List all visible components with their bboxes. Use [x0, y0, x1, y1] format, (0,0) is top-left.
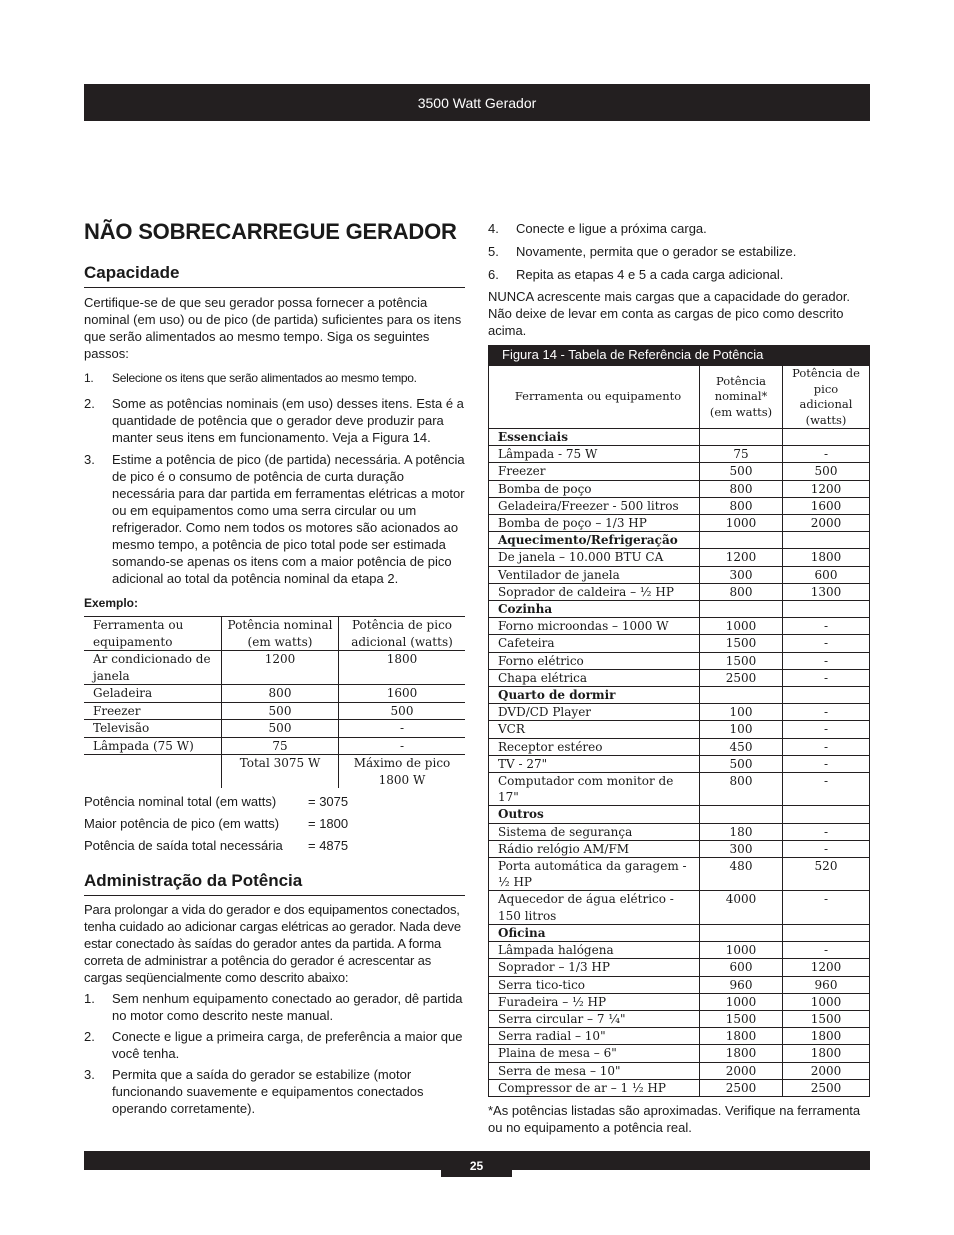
table-row: Geladeira 800 1600: [84, 685, 465, 703]
step-item: 6. Repita as etapas 4 e 5 a cada carga adicional.: [488, 267, 784, 282]
step-item: 3. Estime a potência de pico (de partida) necessária. A potência de pico é o consumo de potência de curta duração necessária para dar partida em ferramentas elétricas a motor ou em equipamentos como uma serra circular ou um refrigerador. Como nem todos os motores são acionados ao mesmo tempo, a potência de pico total pode ser estimada somando-se apenas os itens com a maior potência de pico adicional ao total da potência nominal da etapa 2.: [84, 452, 465, 586]
category-row: Essenciais: [489, 429, 870, 446]
table-row: Ventilador de janela 300 600: [489, 566, 870, 583]
category-row: Aquecimento/Refrigeração: [489, 532, 870, 549]
table-row: Receptor estéreo 450 -: [489, 738, 870, 755]
table-row: Cafeteira 1500 -: [489, 635, 870, 652]
table-row: Lâmpada (75 W) 75 -: [84, 737, 465, 755]
power-reference-table: [488, 365, 870, 1097]
header-bar: [84, 84, 870, 121]
capacidade-intro: Certifique-se de que seu gerador possa fornecer a potência nominal (em uso) ou de pico (de partida) suficientes para os itens que serão alimentados ao mesmo tempo. Siga os seguintes passos:: [84, 295, 462, 361]
category-row: Outros: [489, 806, 870, 823]
figure-title: Figura 14 - Tabela de Referência de Potência: [488, 345, 870, 365]
footnote: *As potências listadas são aproximadas. Verifique na ferramenta ou no equipamento a potência real.: [488, 1102, 861, 1135]
step-item: 4. Conecte e ligue a próxima carga.: [488, 221, 707, 236]
example-label: Exemplo:: [84, 596, 139, 610]
table-row: Serra circular – 7 ¼" 1500 1500: [489, 1010, 870, 1027]
category-row: Oficina: [489, 924, 870, 941]
right-column: [488, 218, 870, 1136]
table-row: Computador com monitor de 17" 800 -: [489, 773, 870, 806]
step-item: 3. Permita que a saída do gerador se estabilize (motor funcionando suavemente e equipamentos conectados operando corretamente).: [84, 1067, 424, 1116]
table-total-row: Total 3075 W Máximo de pico 1800 W: [84, 755, 465, 789]
table-row: Aquecedor de água elétrico - 150 litros 4000 -: [489, 891, 870, 924]
table-row: Lâmpada halógena 1000 -: [489, 942, 870, 959]
table-row: Rádio relógio AM/FM 300 -: [489, 840, 870, 857]
table-row: DVD/CD Player 100 -: [489, 704, 870, 721]
table-row: De janela – 10.000 BTU CA 1200 1800: [489, 549, 870, 566]
table-row: Bomba de poço – 1/3 HP 1000 2000: [489, 515, 870, 532]
step-item: 1. Selecione os itens que serão alimentados ao mesmo tempo.: [84, 371, 417, 385]
left-column: [84, 218, 465, 1117]
step-item: 1. Sem nenhum equipamento conectado ao gerador, dê partida no motor como descrito neste manual.: [84, 991, 463, 1023]
table-row: Lâmpada - 75 W 75 -: [489, 446, 870, 463]
table-header-row: Ferramenta ou equipamento Potência nominal* (em watts) Potência de pico adicional (watts): [489, 366, 870, 429]
summary-row: Potência nominal total (em watts) = 3075: [84, 793, 349, 809]
table-row: Chapa elétrica 2500 -: [489, 669, 870, 686]
capacidade-steps: [84, 370, 465, 587]
step-item: 2. Some as potências nominais (em uso) desses itens. Esta é a quantidade de potência que o gerador deve produzir para manter seus itens em funcionamento. Veja a Figura 14.: [84, 396, 464, 445]
summary-row: Maior potência de pico (em watts) = 1800: [84, 815, 349, 831]
table-row: Geladeira/Freezer - 500 litros 800 1600: [489, 497, 870, 514]
administracao-steps-continued: [488, 220, 870, 283]
step-item: 5. Novamente, permita que o gerador se estabilize.: [488, 244, 797, 259]
table-row: Furadeira – ½ HP 1000 1000: [489, 993, 870, 1010]
table-row: Serra radial – 10" 1800 1800: [489, 1028, 870, 1045]
step-item: 2. Conecte e ligue a primeira carga, de preferência a maior que você tenha.: [84, 1029, 463, 1061]
table-row: Forno elétrico 1500 -: [489, 652, 870, 669]
table-row: Serra tico-tico 960 960: [489, 976, 870, 993]
capacidade-heading: Capacidade: [84, 262, 465, 288]
header-title: 3500 Watt Gerador: [417, 94, 537, 111]
table-row: Serra de mesa – 10" 2000 2000: [489, 1062, 870, 1079]
summary-row: Potência de saída total necessária = 4875: [84, 837, 349, 853]
page-number: 25: [441, 1151, 512, 1177]
table-row: Soprador – 1/3 HP 600 1200: [489, 959, 870, 976]
warning-text: NUNCA acrescente mais cargas que a capacidade do gerador. Não deixe de levar em conta as cargas de pico como descrito acima.: [488, 289, 851, 338]
table-row: Bomba de poço 800 1200: [489, 480, 870, 497]
table-row: Forno microondas – 1000 W 1000 -: [489, 618, 870, 635]
category-row: Cozinha: [489, 601, 870, 618]
table-row: Porta automática da garagem - ½ HP 480 520: [489, 858, 870, 891]
table-header-row: Ferramenta ou equipamento Potência nominal (em watts) Potência de pico adicional (watts): [84, 617, 465, 651]
table-row: TV - 27" 500 -: [489, 755, 870, 772]
table-row: Freezer 500 500: [84, 702, 465, 720]
table-row: Sistema de segurança 180 -: [489, 823, 870, 840]
page-title: NÃO SOBRECARREGUE GERADOR: [84, 219, 457, 244]
table-row: Soprador de caldeira – ½ HP 800 1300: [489, 583, 870, 600]
table-row: Plaina de mesa – 6" 1800 1800: [489, 1045, 870, 1062]
administracao-heading: Administração da Potência: [84, 870, 465, 896]
table-row: Compressor de ar – 1 ½ HP 2500 2500: [489, 1079, 870, 1096]
table-row: VCR 100 -: [489, 721, 870, 738]
administracao-intro: Para prolongar a vida do gerador e dos equipamentos conectados, tenha cuidado ao adicionar cargas elétricas ao gerador. Nada deve estar conectado às saídas do gerador antes da partida. A forma correta de administrar a potência do gerador é acrescentar as cargas seqüencialmente como descrito abaixo:: [84, 902, 461, 985]
power-summary: [84, 790, 465, 856]
category-row: Quarto de dormir: [489, 687, 870, 704]
example-table: [84, 616, 465, 788]
table-row: Freezer 500 500: [489, 463, 870, 480]
table-row: Televisão 500 -: [84, 720, 465, 738]
administracao-steps: [84, 990, 465, 1117]
table-row: Ar condicionado de janela 1200 1800: [84, 651, 465, 685]
